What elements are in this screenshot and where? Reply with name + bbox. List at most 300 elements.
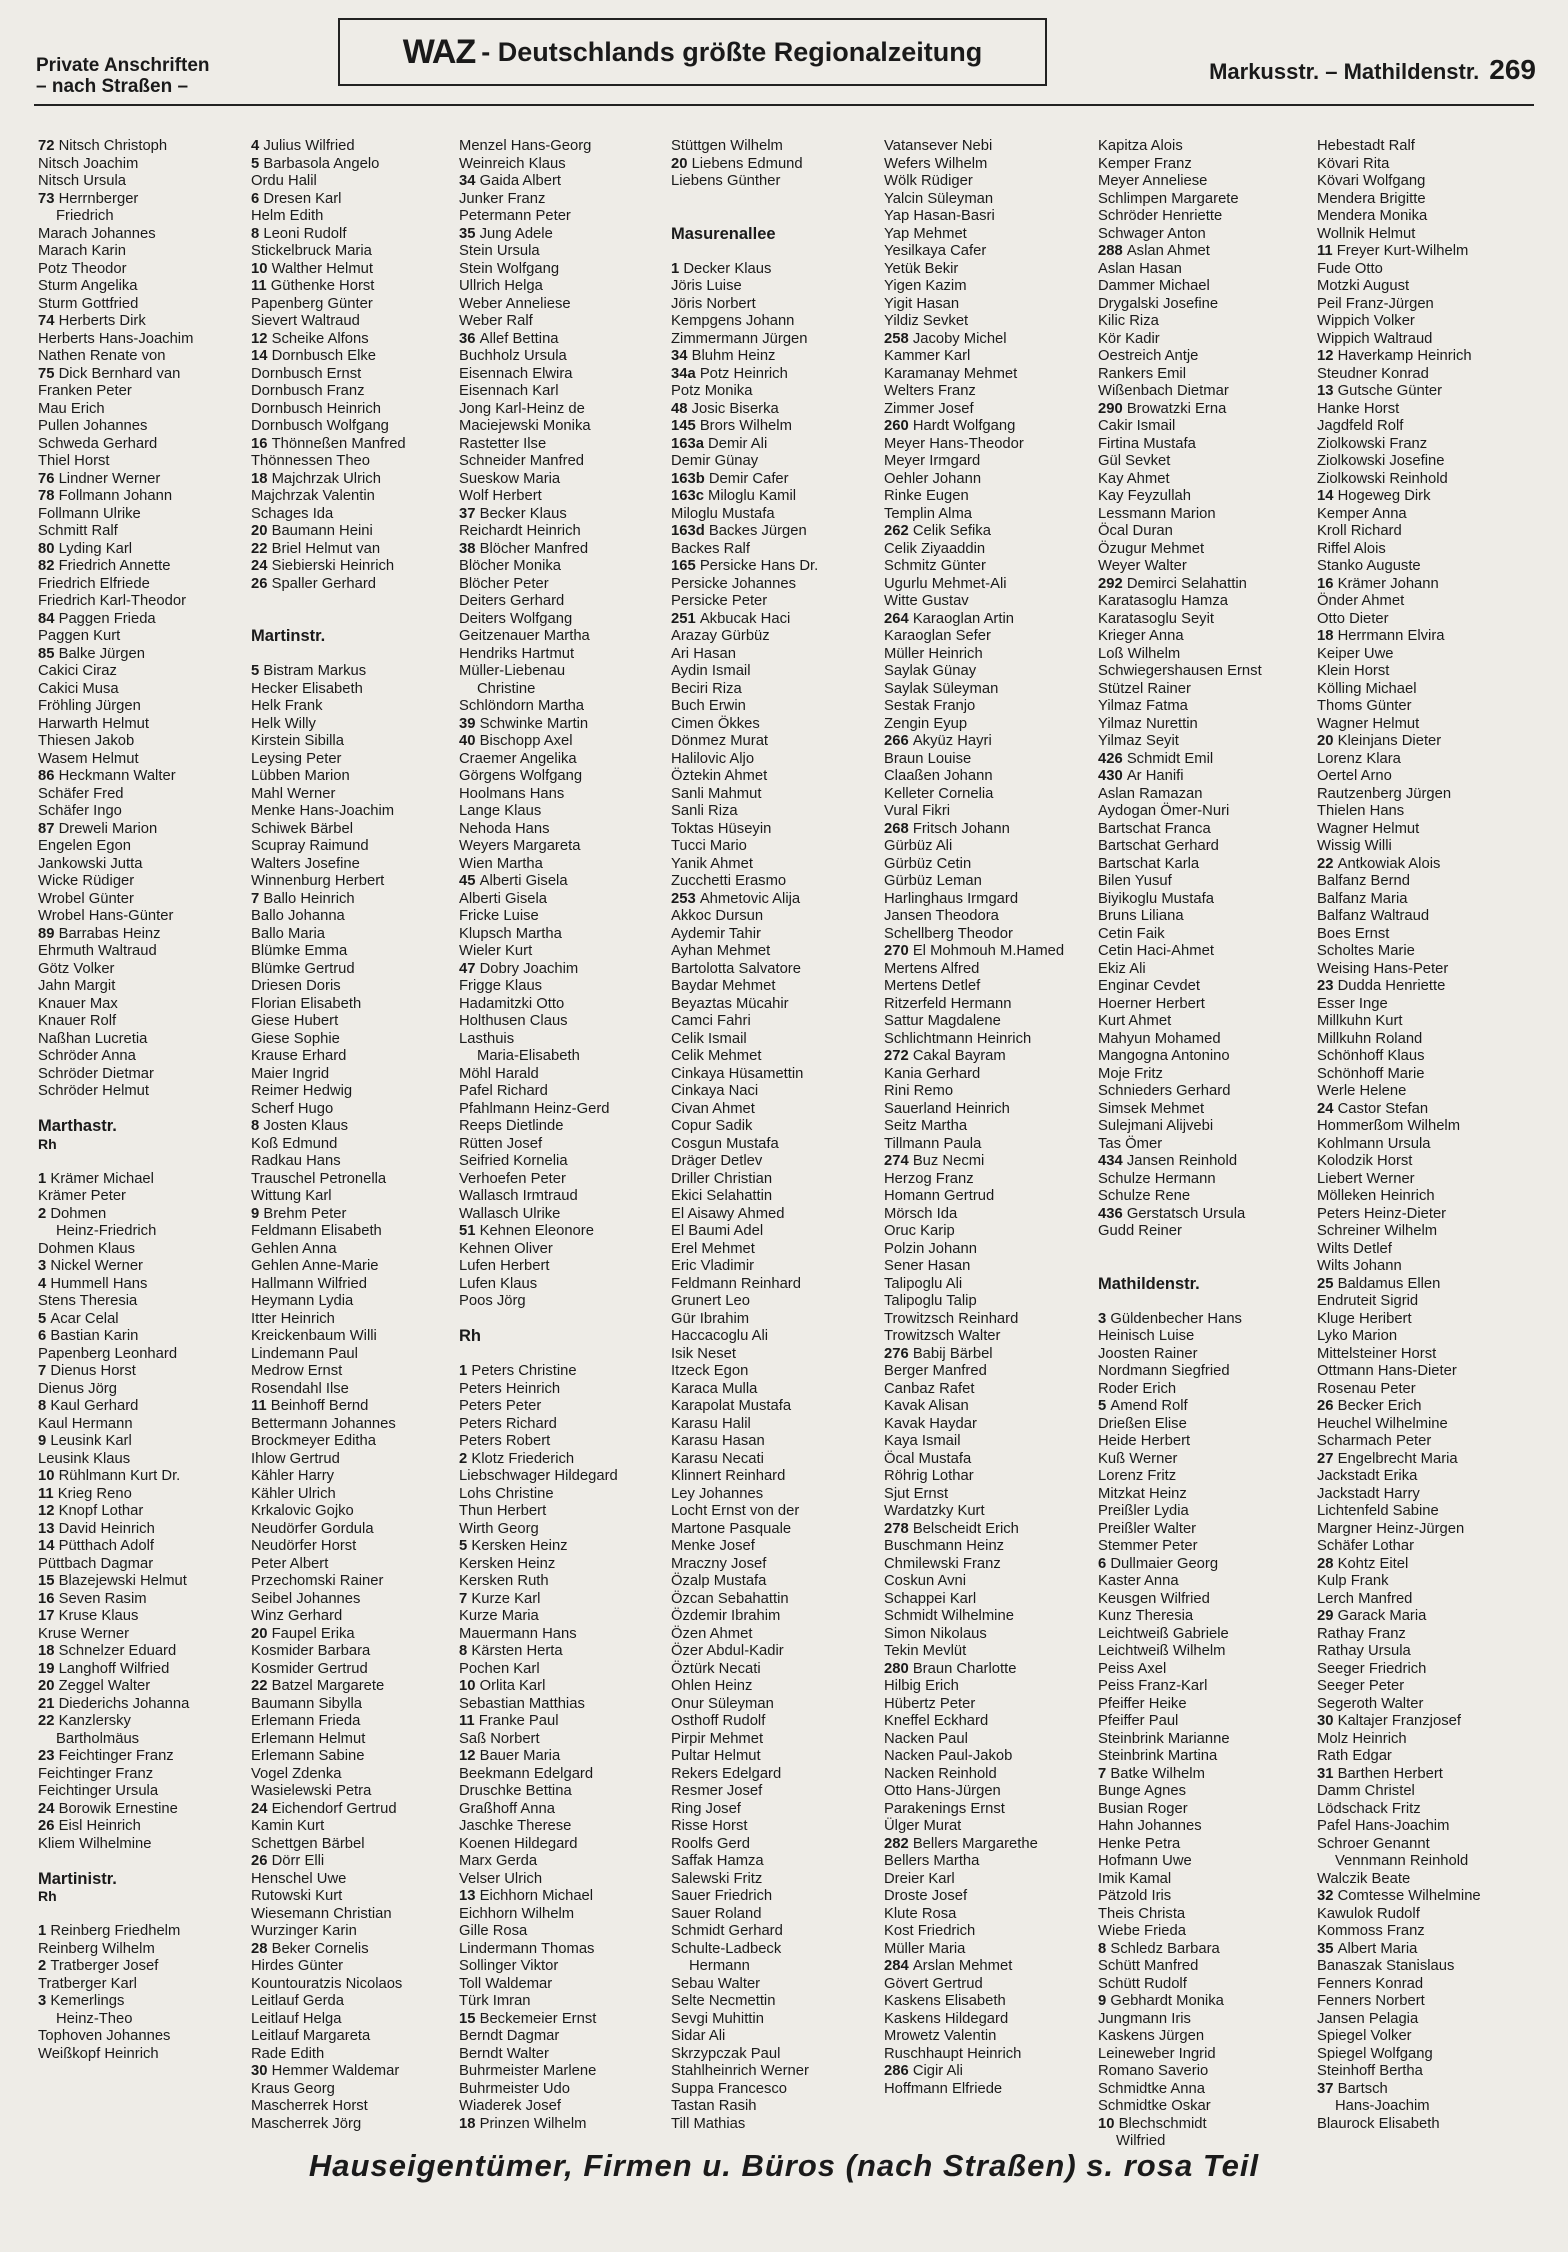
directory-entry: 26 Eisl Heinrich bbox=[38, 1818, 141, 1834]
directory-entry: Weber Anneliese bbox=[459, 295, 571, 312]
directory-entry: Hallmann Wilfried bbox=[251, 1275, 367, 1292]
directory-entry: Simsek Mehmet bbox=[1098, 1100, 1205, 1117]
directory-entry: 6 Bastian Karin bbox=[38, 1328, 139, 1344]
directory-entry: Naßhan Lucretia bbox=[38, 1030, 148, 1047]
directory-entry: Dohmen Klaus bbox=[38, 1240, 136, 1257]
house-number: 74 bbox=[38, 313, 59, 329]
directory-entry: 18 Herrmann Elvira bbox=[1317, 628, 1445, 644]
house-number: 4 bbox=[38, 1275, 51, 1292]
directory-entry: Weising Hans-Peter bbox=[1317, 960, 1449, 977]
directory-entry: Dornbusch Franz bbox=[251, 383, 365, 399]
directory-entry: Müller Maria bbox=[884, 1940, 966, 1957]
directory-entry: Resmer Josef bbox=[671, 1783, 763, 1799]
directory-entry: Neudörfer Horst bbox=[251, 1538, 357, 1554]
directory-entry: Krieger Anna bbox=[1098, 628, 1184, 644]
directory-entry: Lorenz Klara bbox=[1317, 750, 1401, 767]
directory-entry: 78 Follmann Johann bbox=[38, 488, 173, 504]
directory-entry: Hoolmans Hans bbox=[459, 785, 565, 802]
directory-entry: Schäfer Lothar bbox=[1317, 1538, 1415, 1554]
directory-entry: Sturm Gottfried bbox=[38, 295, 139, 312]
directory-entry: 27 Engelbrecht Maria bbox=[1317, 1450, 1458, 1467]
directory-entry: Druschke Bettina bbox=[459, 1783, 572, 1799]
spacer bbox=[1098, 1241, 1314, 1259]
directory-entry: Kersken Heinz bbox=[459, 1555, 556, 1572]
directory-entry: Tillmann Paula bbox=[884, 1135, 982, 1152]
directory-entry: Winnenburg Herbert bbox=[251, 873, 385, 889]
house-number: 11 bbox=[38, 1485, 58, 1502]
directory-entry: Esser Inge bbox=[1317, 995, 1388, 1012]
directory-entry: 35 Albert Maria bbox=[1317, 1940, 1418, 1957]
directory-entry: 165 Persicke Hans Dr. bbox=[671, 558, 819, 574]
directory-entry: Stanko Auguste bbox=[1317, 558, 1421, 574]
directory-entry: Cimen Ökkes bbox=[671, 715, 760, 732]
directory-entry: 8 Josten Klaus bbox=[251, 1118, 349, 1134]
house-number: 82 bbox=[38, 558, 59, 574]
directory-entry: 24 Eichendorf Gertrud bbox=[251, 1800, 397, 1817]
directory-entry: Wippich Volker bbox=[1317, 313, 1415, 329]
directory-entry: Zengin Eyup bbox=[884, 715, 968, 732]
directory-entry: Leitlauf Margareta bbox=[251, 2028, 371, 2044]
directory-column-1 bbox=[38, 138, 254, 2063]
directory-entry: Pfeiffer Heike bbox=[1098, 1695, 1187, 1712]
house-number: 51 bbox=[459, 1223, 480, 1239]
directory-entry: Schönhoff Klaus bbox=[1317, 1048, 1425, 1064]
directory-entry: 10 Walther Helmut bbox=[251, 260, 373, 277]
directory-entry: Marach Karin bbox=[38, 243, 126, 259]
directory-entry: Firtina Mustafa bbox=[1098, 435, 1196, 452]
directory-entry: 436 Gerstatsch Ursula bbox=[1098, 1205, 1246, 1222]
directory-entry: Hilbig Erich bbox=[884, 1678, 959, 1694]
directory-entry: 266 Akyüz Hayri bbox=[884, 733, 992, 749]
directory-entry: Leineweber Ingrid bbox=[1098, 2045, 1216, 2062]
house-number: 17 bbox=[38, 1608, 59, 1624]
directory-entry: Eichhorn Wilhelm bbox=[459, 1905, 575, 1922]
house-number: 34a bbox=[671, 365, 700, 382]
directory-entry: Klein Horst bbox=[1317, 663, 1390, 679]
house-number: 22 bbox=[251, 1678, 272, 1694]
directory-entry: Götz Volker bbox=[38, 960, 115, 977]
directory-entry: Koß Edmund bbox=[251, 1135, 338, 1152]
directory-entry: 12 Bauer Maria bbox=[459, 1748, 561, 1764]
directory-entry: Heinz-Theo bbox=[56, 2010, 133, 2027]
directory-entry: Damm Christel bbox=[1317, 1783, 1415, 1799]
directory-entry: Jackstadt Harry bbox=[1317, 1485, 1420, 1502]
directory-entry: Walczik Beate bbox=[1317, 1870, 1411, 1887]
directory-entry: 31 Barthen Herbert bbox=[1317, 1765, 1443, 1782]
directory-entry: Itter Heinrich bbox=[251, 1310, 335, 1327]
directory-entry: Ullrich Helga bbox=[459, 278, 543, 294]
directory-entry: 274 Buz Necmi bbox=[884, 1153, 985, 1169]
house-number: 11 bbox=[251, 1398, 271, 1414]
directory-entry: Schweda Gerhard bbox=[38, 435, 158, 452]
directory-entry: Gövert Gertrud bbox=[884, 1975, 983, 1992]
directory-entry: Mertens Detlef bbox=[884, 978, 981, 994]
house-number: 268 bbox=[884, 820, 913, 837]
directory-entry: Yigen Kazim bbox=[884, 278, 967, 294]
directory-entry: Hoffmann Elfriede bbox=[884, 2080, 1003, 2097]
directory-entry: Przechomski Rainer bbox=[251, 1573, 384, 1589]
house-number: 80 bbox=[38, 540, 59, 557]
directory-entry: Schmitz Günter bbox=[884, 558, 986, 574]
house-number: 290 bbox=[1098, 400, 1127, 417]
house-number: 39 bbox=[459, 715, 480, 732]
directory-entry: Leusink Klaus bbox=[38, 1450, 131, 1467]
directory-entry: Isik Neset bbox=[671, 1345, 736, 1362]
directory-entry: Velser Ulrich bbox=[459, 1870, 543, 1887]
directory-entry: Peters Richard bbox=[459, 1415, 557, 1432]
directory-entry: Sauer Friedrich bbox=[671, 1888, 773, 1904]
directory-entry: Kemper Franz bbox=[1098, 155, 1192, 172]
directory-entry: Yetük Bekir bbox=[884, 260, 959, 277]
house-number: 32 bbox=[1317, 1888, 1338, 1904]
directory-entry: 38 Blöcher Manfred bbox=[459, 540, 589, 557]
directory-entry: 23 Feichtinger Franz bbox=[38, 1748, 174, 1764]
directory-entry: 28 Kohtz Eitel bbox=[1317, 1555, 1409, 1572]
house-number: 26 bbox=[251, 575, 272, 592]
directory-entry: 4 Julius Wilfried bbox=[251, 138, 355, 154]
directory-entry: Ring Josef bbox=[671, 1800, 741, 1817]
directory-entry: 22 Kanzlersky bbox=[38, 1713, 131, 1729]
house-number: 48 bbox=[671, 400, 692, 417]
directory-entry: Meyer Anneliese bbox=[1098, 173, 1208, 189]
directory-entry: Verhoefen Peter bbox=[459, 1170, 566, 1187]
directory-entry: Schulze Rene bbox=[1098, 1188, 1191, 1204]
house-number: 6 bbox=[251, 190, 264, 207]
directory-entry: 20 Baumann Heini bbox=[251, 523, 373, 539]
directory-entry: 9 Brehm Peter bbox=[251, 1205, 347, 1222]
house-number: 78 bbox=[38, 488, 59, 504]
directory-entry: Wasielewski Petra bbox=[251, 1783, 372, 1799]
directory-entry: Junker Franz bbox=[459, 190, 546, 207]
directory-entry: Cetin Faik bbox=[1098, 925, 1165, 942]
house-number: 282 bbox=[884, 1835, 913, 1852]
directory-entry: Erlemann Sabine bbox=[251, 1748, 365, 1764]
directory-entry: 26 Becker Erich bbox=[1317, 1398, 1422, 1414]
directory-entry: Yap Mehmet bbox=[884, 225, 967, 242]
house-number: 13 bbox=[38, 1520, 59, 1537]
directory-entry: Yilmaz Fatma bbox=[1098, 698, 1188, 714]
directory-entry: 30 Hemmer Waldemar bbox=[251, 2063, 400, 2079]
directory-entry: 24 Siebierski Heinrich bbox=[251, 558, 395, 574]
directory-entry: Hanke Horst bbox=[1317, 400, 1400, 417]
directory-entry: Ugurlu Mehmet-Ali bbox=[884, 575, 1007, 592]
directory-entry: Fenners Konrad bbox=[1317, 1975, 1424, 1992]
directory-entry: 14 Dornbusch Elke bbox=[251, 348, 377, 364]
directory-entry: Schmidtke Anna bbox=[1098, 2080, 1205, 2097]
directory-entry: Reinberg Wilhelm bbox=[38, 1940, 155, 1957]
directory-entry: Ziolkowski Franz bbox=[1317, 435, 1428, 452]
directory-entry: Jöris Luise bbox=[671, 278, 742, 294]
house-number: 7 bbox=[38, 1363, 51, 1379]
directory-entry: Mraczny Josef bbox=[671, 1555, 767, 1572]
directory-entry: 11 Freyer Kurt-Wilhelm bbox=[1317, 243, 1469, 259]
directory-entry: Kania Gerhard bbox=[884, 1065, 981, 1082]
directory-entry: Vennmann Reinhold bbox=[1335, 1853, 1469, 1869]
directory-entry: Oertel Arno bbox=[1317, 768, 1392, 784]
directory-entry: Joosten Rainer bbox=[1098, 1345, 1198, 1362]
house-number: 14 bbox=[38, 1538, 59, 1554]
directory-entry: Wallasch Ulrike bbox=[459, 1205, 561, 1222]
directory-entry: 260 Hardt Wolfgang bbox=[884, 418, 1016, 434]
directory-entry: 24 Castor Stefan bbox=[1317, 1100, 1429, 1117]
directory-entry: Celik Mehmet bbox=[671, 1048, 762, 1064]
directory-entry: Aydemir Tahir bbox=[671, 925, 761, 942]
directory-entry: Kosmider Gertrud bbox=[251, 1660, 368, 1677]
house-number: 11 bbox=[459, 1713, 479, 1729]
directory-entry: Celik Ismail bbox=[671, 1030, 747, 1047]
directory-entry: 47 Dobry Joachim bbox=[459, 960, 579, 977]
directory-entry: Önder Ahmet bbox=[1317, 593, 1405, 609]
directory-entry: 16 Krämer Johann bbox=[1317, 575, 1439, 592]
directory-entry: Thielen Hans bbox=[1317, 803, 1405, 819]
directory-entry: Scupray Raimund bbox=[251, 838, 369, 854]
directory-entry: 163c Miloglu Kamil bbox=[671, 488, 797, 504]
directory-entry: 15 Beckemeier Ernst bbox=[459, 2010, 597, 2027]
directory-entry: 15 Blazejewski Helmut bbox=[38, 1573, 187, 1589]
directory-entry: Blöcher Peter bbox=[459, 575, 549, 592]
directory-entry: Christine bbox=[477, 680, 536, 697]
house-number: 24 bbox=[1317, 1100, 1338, 1117]
house-number: 163c bbox=[671, 488, 709, 504]
house-number: 1 bbox=[459, 1363, 472, 1379]
directory-entry: Potz Monika bbox=[671, 383, 753, 399]
directory-entry: Florian Elisabeth bbox=[251, 995, 362, 1012]
directory-entry: Schmidtke Oskar bbox=[1098, 2098, 1211, 2114]
directory-entry: Jahn Margit bbox=[38, 978, 116, 994]
spacer bbox=[38, 1153, 254, 1171]
waz-logo: WAZ bbox=[402, 32, 476, 71]
directory-entry: Sestak Franjo bbox=[884, 698, 976, 714]
directory-entry: Lange Klaus bbox=[459, 803, 542, 819]
house-number: 1 bbox=[38, 1170, 51, 1187]
house-number: 18 bbox=[38, 1643, 59, 1659]
directory-entry: Klute Rosa bbox=[884, 1905, 957, 1922]
directory-entry: Spiegel Volker bbox=[1317, 2028, 1412, 2044]
directory-entry: Engelen Egon bbox=[38, 838, 131, 854]
house-number: 274 bbox=[884, 1153, 913, 1169]
directory-entry: Canbaz Rafet bbox=[884, 1380, 975, 1397]
directory-entry: Kosmider Barbara bbox=[251, 1643, 371, 1659]
directory-entry: Schettgen Bärbel bbox=[251, 1835, 365, 1852]
directory-entry: Bartschat Franca bbox=[1098, 820, 1211, 837]
directory-entry: Ritzerfeld Hermann bbox=[884, 995, 1012, 1012]
directory-entry: Mörsch Ida bbox=[884, 1205, 958, 1222]
directory-entry: Leichtweiß Gabriele bbox=[1098, 1625, 1229, 1642]
directory-entry: 2 Klotz Friederich bbox=[459, 1450, 575, 1467]
directory-entry: Schellberg Theodor bbox=[884, 925, 1013, 942]
directory-entry: Kavak Haydar bbox=[884, 1415, 977, 1432]
directory-entry: Mrowetz Valentin bbox=[884, 2028, 997, 2044]
directory-entry: Peters Robert bbox=[459, 1433, 551, 1449]
directory-entry: Dammer Michael bbox=[1098, 278, 1210, 294]
directory-entry: Vural Fikri bbox=[884, 803, 951, 819]
directory-entry: 8 Kaul Gerhard bbox=[38, 1398, 139, 1414]
directory-entry: Weyers Margareta bbox=[459, 838, 581, 854]
directory-entry: Tophoven Johannes bbox=[38, 2028, 171, 2044]
waz-banner bbox=[338, 18, 1047, 86]
house-number: 12 bbox=[459, 1748, 480, 1764]
directory-entry: Ülger Murat bbox=[884, 1818, 962, 1834]
directory-entry: Kaskens Jürgen bbox=[1098, 2028, 1205, 2044]
directory-entry: Ruschhaupt Heinrich bbox=[884, 2045, 1022, 2062]
directory-entry: Sueskow Maria bbox=[459, 470, 561, 487]
district-label: Rh bbox=[38, 1135, 57, 1152]
directory-entry: Craemer Angelika bbox=[459, 750, 577, 767]
directory-entry: Berndt Dagmar bbox=[459, 2028, 560, 2044]
directory-entry: 37 Becker Klaus bbox=[459, 505, 567, 522]
directory-entry: Ari Hasan bbox=[671, 645, 736, 662]
directory-entry: Roder Erich bbox=[1098, 1380, 1177, 1397]
directory-entry: 45 Alberti Gisela bbox=[459, 873, 568, 889]
directory-entry: Beciri Riza bbox=[671, 680, 742, 697]
page-number: 269 bbox=[1489, 54, 1536, 85]
directory-entry: Kersken Ruth bbox=[459, 1573, 549, 1589]
directory-entry: Hecker Elisabeth bbox=[251, 680, 363, 697]
directory-entry: Rutowski Kurt bbox=[251, 1888, 343, 1904]
directory-entry: Kehnen Oliver bbox=[459, 1240, 553, 1257]
spacer bbox=[251, 611, 467, 629]
directory-entry: Beekmann Edelgard bbox=[459, 1765, 594, 1782]
house-number: 5 bbox=[38, 1310, 51, 1327]
directory-entry: Müller Heinrich bbox=[884, 645, 983, 662]
directory-entry: Friedrich Elfriede bbox=[38, 575, 150, 592]
directory-entry: Thoms Günter bbox=[1317, 698, 1412, 714]
directory-entry: Paggen Kurt bbox=[38, 628, 121, 644]
directory-entry: Ziolkowski Josefine bbox=[1317, 453, 1445, 469]
house-number: 20 bbox=[1317, 733, 1338, 749]
directory-entry: Thiesen Jakob bbox=[38, 733, 135, 749]
directory-entry: Blümke Gertrud bbox=[251, 960, 355, 977]
directory-entry: Zucchetti Erasmo bbox=[671, 873, 787, 889]
directory-entry: Backes Ralf bbox=[671, 540, 750, 557]
header-left-line2: – nach Straßen – bbox=[36, 76, 189, 97]
directory-entry: Karamanay Mehmet bbox=[884, 365, 1018, 382]
house-number: 7 bbox=[251, 890, 264, 907]
house-number: 31 bbox=[1317, 1765, 1338, 1782]
directory-entry: Tratberger Karl bbox=[38, 1975, 137, 1992]
directory-entry: Grunert Leo bbox=[671, 1293, 750, 1309]
directory-entry: Hans-Joachim bbox=[1335, 2098, 1430, 2114]
directory-entry: 282 Bellers Margarethe bbox=[884, 1835, 1038, 1852]
directory-entry: Fude Otto bbox=[1317, 260, 1383, 277]
directory-entry: Lufen Herbert bbox=[459, 1258, 550, 1274]
directory-entry: Wittung Karl bbox=[251, 1188, 332, 1204]
directory-entry: Osthoff Rudolf bbox=[671, 1713, 766, 1729]
house-number: 24 bbox=[251, 1800, 272, 1817]
directory-entry: Sulejmani Alijvebi bbox=[1098, 1118, 1214, 1134]
directory-entry: Mitzkat Heinz bbox=[1098, 1485, 1187, 1502]
directory-entry: Romano Saverio bbox=[1098, 2063, 1209, 2079]
house-number: 18 bbox=[459, 2115, 480, 2132]
directory-entry: Eric Vladimir bbox=[671, 1258, 755, 1274]
directory-entry: Cakir Ismail bbox=[1098, 418, 1176, 434]
directory-entry: Rautzenberg Jürgen bbox=[1317, 785, 1452, 802]
directory-entry: 9 Gebhardt Monika bbox=[1098, 1993, 1224, 2009]
house-number: 10 bbox=[459, 1678, 480, 1694]
directory-entry: Kirstein Sibilla bbox=[251, 733, 344, 749]
house-number: 3 bbox=[38, 1993, 51, 2009]
directory-entry: 272 Cakal Bayram bbox=[884, 1048, 1006, 1064]
directory-entry: Wagner Helmut bbox=[1317, 820, 1420, 837]
directory-entry: Persicke Peter bbox=[671, 593, 768, 609]
directory-entry: Kövari Wolfgang bbox=[1317, 173, 1426, 189]
house-number: 89 bbox=[38, 925, 59, 942]
spacer bbox=[671, 191, 887, 209]
directory-entry: 10 Rühlmann Kurt Dr. bbox=[38, 1468, 181, 1484]
header-right bbox=[1209, 54, 1536, 86]
directory-entry: Stemmer Peter bbox=[1098, 1538, 1198, 1554]
directory-entry: Molz Heinrich bbox=[1317, 1730, 1407, 1747]
directory-column-2 bbox=[251, 138, 467, 2133]
directory-entry: Lübben Marion bbox=[251, 768, 350, 784]
directory-entry: Gürbüz Leman bbox=[884, 873, 982, 889]
house-number: 20 bbox=[38, 1678, 59, 1694]
directory-entry: Talipoglu Ali bbox=[884, 1275, 963, 1292]
house-number: 163d bbox=[671, 523, 709, 539]
directory-entry: Dornbusch Ernst bbox=[251, 365, 362, 382]
directory-entry: Seifried Kornelia bbox=[459, 1153, 568, 1169]
directory-entry: Seibel Johannes bbox=[251, 1590, 361, 1607]
directory-entry: Mahyun Mohamed bbox=[1098, 1030, 1221, 1047]
directory-entry: Kaster Anna bbox=[1098, 1573, 1179, 1589]
directory-entry: Rosendahl Ilse bbox=[251, 1380, 349, 1397]
directory-entry: Jackstadt Erika bbox=[1317, 1468, 1418, 1484]
house-number: 37 bbox=[459, 505, 480, 522]
directory-entry: Trauschel Petronella bbox=[251, 1170, 387, 1187]
directory-entry: Coskun Avni bbox=[884, 1573, 966, 1589]
directory-entry: 10 Blechschmidt bbox=[1098, 2115, 1207, 2132]
directory-entry: Herzog Franz bbox=[884, 1170, 974, 1187]
house-number: 9 bbox=[251, 1205, 264, 1222]
directory-entry: Wardatzky Kurt bbox=[884, 1503, 985, 1519]
street-heading: Martinistr. bbox=[38, 1869, 117, 1888]
directory-entry: 87 Dreweli Marion bbox=[38, 820, 158, 837]
directory-entry: Leitlauf Gerda bbox=[251, 1993, 344, 2009]
directory-entry: Gül Sevket bbox=[1098, 453, 1171, 469]
house-number: 20 bbox=[671, 155, 692, 172]
directory-entry: Alberti Gisela bbox=[459, 890, 547, 907]
directory-entry: Deiters Gerhard bbox=[459, 593, 565, 609]
directory-entry: Wiaderek Josef bbox=[459, 2098, 561, 2114]
directory-entry: 28 Beker Cornelis bbox=[251, 1940, 369, 1957]
house-number: 76 bbox=[38, 470, 59, 487]
directory-entry: Lyko Marion bbox=[1317, 1328, 1398, 1344]
directory-entry: Kavak Alisan bbox=[884, 1398, 969, 1414]
directory-entry: Gehlen Anna bbox=[251, 1240, 337, 1257]
directory-entry: Maier Ingrid bbox=[251, 1065, 330, 1082]
directory-entry: Lindermann Thomas bbox=[459, 1940, 595, 1957]
directory-entry: Özalp Mustafa bbox=[671, 1573, 767, 1589]
directory-entry: Ekici Selahattin bbox=[671, 1188, 773, 1204]
directory-entry: 18 Majchrzak Ulrich bbox=[251, 470, 381, 487]
house-number: 258 bbox=[884, 330, 913, 347]
directory-entry: 288 Aslan Ahmet bbox=[1098, 243, 1210, 259]
house-number: 10 bbox=[1098, 2115, 1119, 2132]
directory-entry: Gür Ibrahim bbox=[671, 1310, 750, 1327]
house-number: 286 bbox=[884, 2063, 913, 2079]
directory-entry: Öztürk Necati bbox=[671, 1660, 761, 1677]
directory-entry: Chmilewski Franz bbox=[884, 1555, 1001, 1572]
directory-entry: Wrobel Günter bbox=[38, 890, 134, 907]
directory-entry: Gehlen Anne-Marie bbox=[251, 1258, 379, 1274]
spacer bbox=[459, 1311, 675, 1329]
directory-entry: El Aisawy Ahmed bbox=[671, 1205, 785, 1222]
directory-entry: Kapitza Alois bbox=[1098, 138, 1183, 154]
directory-entry: Thun Herbert bbox=[459, 1503, 547, 1519]
house-number: 2 bbox=[38, 1958, 51, 1974]
directory-entry: Wollnik Helmut bbox=[1317, 225, 1416, 242]
spacer bbox=[671, 208, 887, 226]
